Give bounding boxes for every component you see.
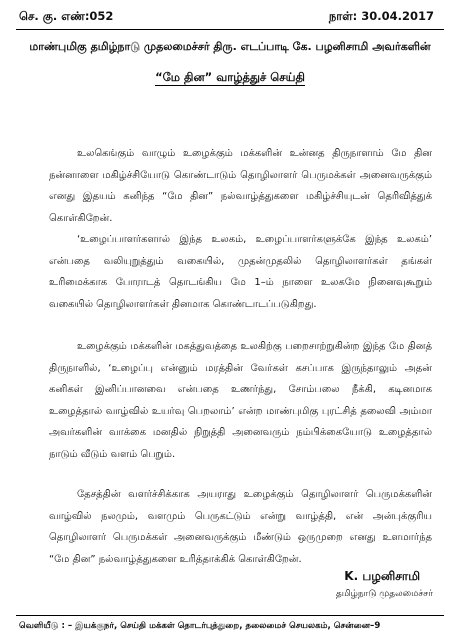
document-subtitle	[0, 70, 460, 86]
document-subtitle-text: “மே தின” வாழ்த்துச் செய்தி	[155, 70, 305, 84]
document-title: மாண்புமிகு தமிழ்நாடு முதலமைச்சர் திரு. எடப்பாடி கே. பழனிசாமி அவர்களின்	[29, 40, 431, 53]
issued-by-footer: வெளியீடு : – இயக்குநர், செய்தி மக்கள் தொடர்புத்துறை, தலைமைச் செயலகம், சென்னை–9	[19, 621, 381, 631]
signatory-designation: தமிழ்நாடு முதலமைச்சர்	[335, 589, 433, 599]
body-paragraph-4: தேசத்தின் வளர்ச்சிக்காக அயராது உழைக்கும் தொழிலாளர் பெருமக்களின் வாழ்வில் நலமும், வளமும் பெருகட்டும் என்று வாழ்த்தி, என் அன்புக்குரிய தொழிலாளர் பெருமக்கள் அனைவருக்கும் மீண்டும் ஒருமுறை எனது உளமார்ந்த “மே தின” நல்வாழ்த்துகளை உரித்தாக்கிக் கொள்கிறேன்.	[49, 489, 432, 565]
release-date: நாள்: 30.04.2017	[328, 9, 434, 23]
signatory-name: K. பழனிசாமி	[344, 569, 420, 583]
body-paragraph-3: உழைக்கும் மக்களின் மகத்துவத்தை உலகிற்கு பறைசாற்றுகின்ற இந்த மே தினத் திருநாளில், ‘உழைப்பு என்னும் மரத்தின் வேர்கள் கசப்பாக இருந்தாலும் அதன் கனிகள் இனிப்பானவை என்பதை உணர்ந்து, சோம்பலை நீக்கி, கடினமாக உழைத்தால் வாழ்வில் உயர்வு பெறலாம்’ என்ற மாண்புமிகு புரட்சித் தலைவி அம்மா அவர்களின் வாக்கை மனதில் நிறுத்தி அனைவரும் நம்பிக்கையோடு உழைத்தால் நாடும் வீடும் வளம் பெறும்.	[49, 341, 432, 460]
body-paragraph-1: உலகெங்கும் வாழும் உழைக்கும் மக்களின் உன்னத திருநாளாம் மே தின நன்னாளை மகிழ்ச்சியோடு கொண்டாடும் தொழிலாளர் பெருமக்கள் அனைவருக்கும் எனது இதயம் கனிந்த “மே தின” நல்வாழ்த்துகளை மகிழ்ச்சியுடன் தெரிவித்துக் கொள்கிறேன்.	[49, 148, 432, 224]
reference-number: செ. கு. எண்:052	[19, 9, 114, 23]
body-paragraph-2: ‘உழைப்பாளர்களால் இந்த உலகம், உழைப்பாளர்களுக்கே இந்த உலகம்’ என்பதை வலியுறுத்தும் வகையில், முதன்முதலில் தொழிலாளர்கள் தங்கள் உரிமைக்காக போராடத் தொடங்கிய மே 1–ம் நாளை உலகமே நினைவுகூறும் வகையில் தொழிலாளர்கள் தினமாக கொண்டாடப்படுகிறது.	[49, 234, 432, 310]
bottom-divider	[16, 615, 444, 616]
top-divider	[16, 29, 444, 30]
